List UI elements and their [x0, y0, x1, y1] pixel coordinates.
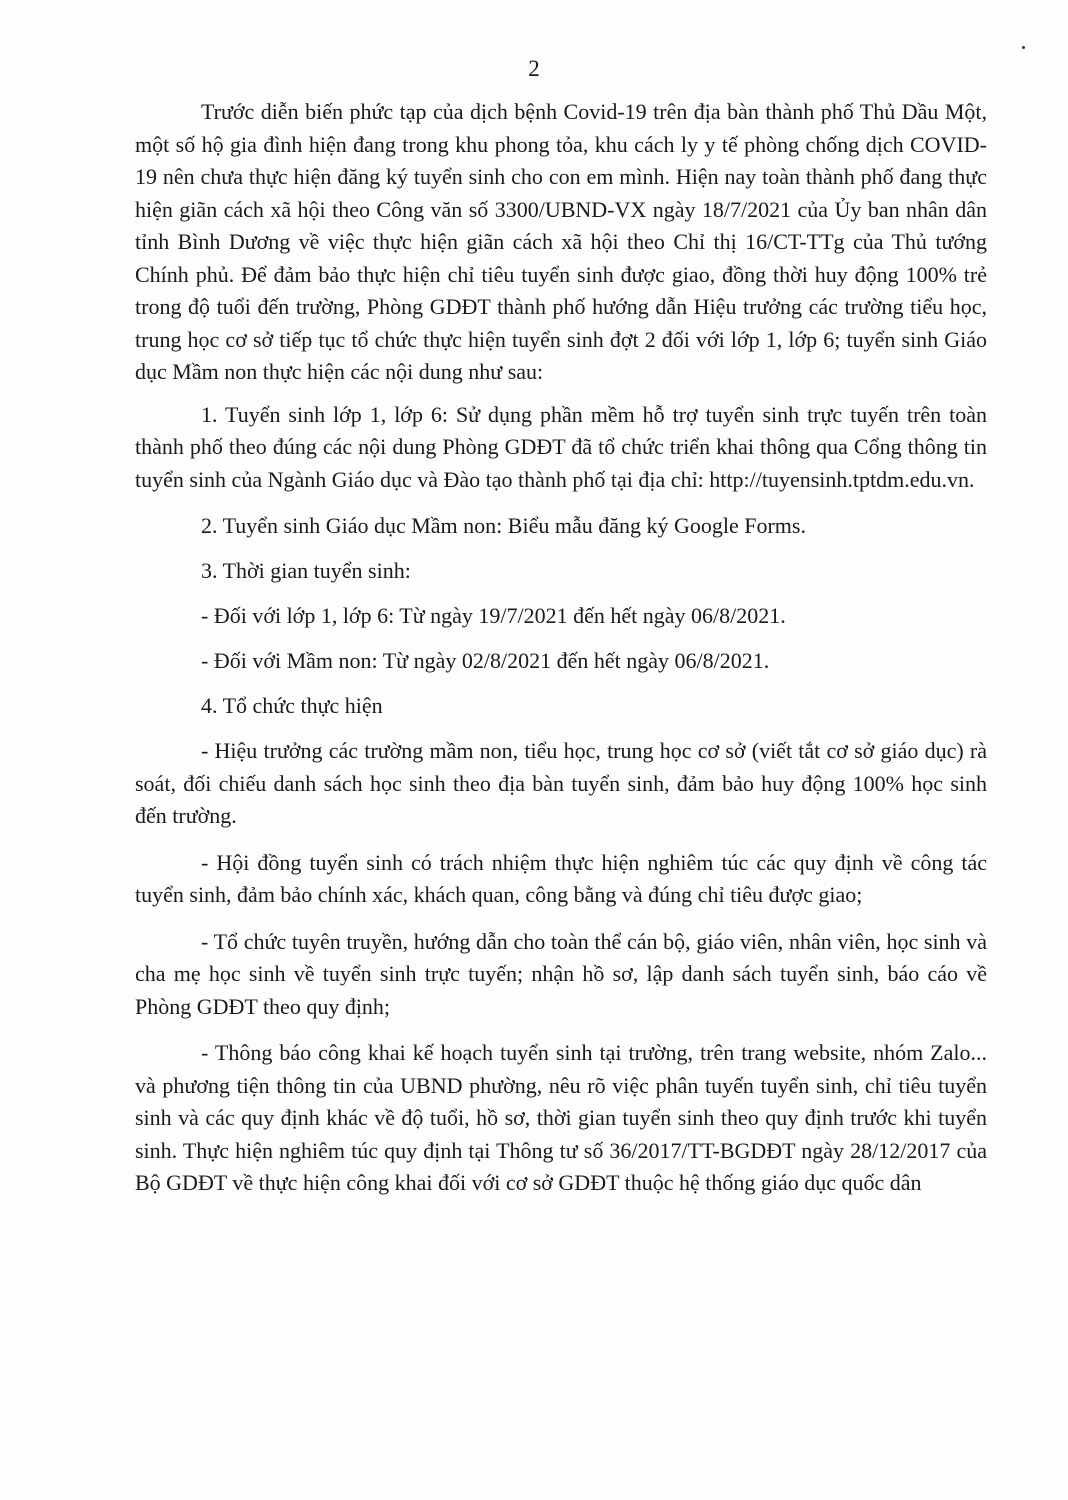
- bullet-4-paragraph: - Thông báo công khai kế hoạch tuyển sinh tại trường, trên trang website, nhóm Zalo... và phương tiện thông tin của UBND phường, nêu rõ việc phân tuyến tuyển sinh, chỉ tiêu tuyển sinh và các quy định khác về độ tuổi, hồ sơ, thời gian tuyển sinh theo quy định trước khi tuyển sinh. Thực hiện nghiêm túc quy định tại Thông tư số 36/2017/TT-BGDĐT ngày 28/12/2017 của Bộ GDĐT về thực hiện công khai đối với cơ sở GDĐT thuộc hệ thống giáo dục quốc dân: [135, 1040, 987, 1195]
- item-4-heading: 4. Tổ chức thực hiện: [201, 693, 383, 718]
- item-2-line: 2. Tuyển sinh Giáo dục Mầm non: Biểu mẫu đăng ký Google Forms.: [201, 513, 806, 538]
- page-number: 2: [528, 56, 540, 81]
- scan-speck: [1022, 46, 1025, 49]
- bullet-2-paragraph: - Hội đồng tuyển sinh có trách nhiệm thực hiện nghiêm túc các quy định về công tác tuyển sinh, đảm bảo chính xác, khách quan, công bằng và đúng chỉ tiêu được giao;: [135, 849, 987, 907]
- item-3a-line: - Đối với lớp 1, lớp 6: Từ ngày 19/7/2021 đến hết ngày 06/8/2021.: [201, 603, 786, 628]
- intro-paragraph: Trước diễn biến phức tạp của dịch bệnh Covid-19 trên địa bàn thành phố Thủ Dầu Một, một số hộ gia đình hiện đang trong khu phong tỏa, khu cách ly y tế phòng chống dịch COVID-19 nên chưa thực hiện đăng ký tuyển sinh cho con em mình. Hiện nay toàn thành phố đang thực hiện giãn cách xã hội theo Công văn số 3300/UBND-VX ngày 18/7/2021 của Ủy ban nhân dân tỉnh Bình Dương về việc thực hiện giãn cách xã hội theo Chỉ thị 16/CT-TTg của Thủ tướng Chính phủ. Để đảm bảo thực hiện chỉ tiêu tuyển sinh được giao, đồng thời huy động 100% trẻ trong độ tuổi đến trường, Phòng GDĐT thành phố hướng dẫn Hiệu trưởng các trường tiểu học, trung học cơ sở tiếp tục tổ chức thực hiện tuyển sinh đợt 2 đối với lớp 1, lớp 6; tuyển sinh Giáo dục Mầm non thực hiện các nội dung như sau:: [135, 99, 987, 384]
- item-1-paragraph: 1. Tuyển sinh lớp 1, lớp 6: Sử dụng phần mềm hỗ trợ tuyển sinh trực tuyến trên toàn thành phố theo đúng các nội dung Phòng GDĐT đã tổ chức triển khai thông qua Cổng thông tin tuyển sinh của Ngành Giáo dục và Đào tạo thành phố tại địa chỉ: http://tuyensinh.tptdm.edu.vn.: [135, 401, 987, 492]
- bullet-3-paragraph: - Tổ chức tuyên truyền, hướng dẫn cho toàn thể cán bộ, giáo viên, nhân viên, học sinh và cha mẹ học sinh về tuyển sinh trực tuyến; nhận hồ sơ, lập danh sách tuyển sinh, báo cáo về Phòng GDĐT theo quy định;: [135, 928, 987, 1019]
- document-body: [135, 96, 987, 1214]
- item-3-heading: 3. Thời gian tuyển sinh:: [201, 558, 411, 583]
- bullet-1-paragraph: - Hiệu trưởng các trường mầm non, tiểu học, trung học cơ sở (viết tắt cơ sở giáo dục) rà soát, đối chiếu danh sách học sinh theo địa bàn tuyển sinh, đảm bảo huy động 100% học sinh đến trường.: [135, 738, 987, 828]
- item-3b-line: - Đối với Mầm non: Từ ngày 02/8/2021 đến hết ngày 06/8/2021.: [201, 648, 770, 673]
